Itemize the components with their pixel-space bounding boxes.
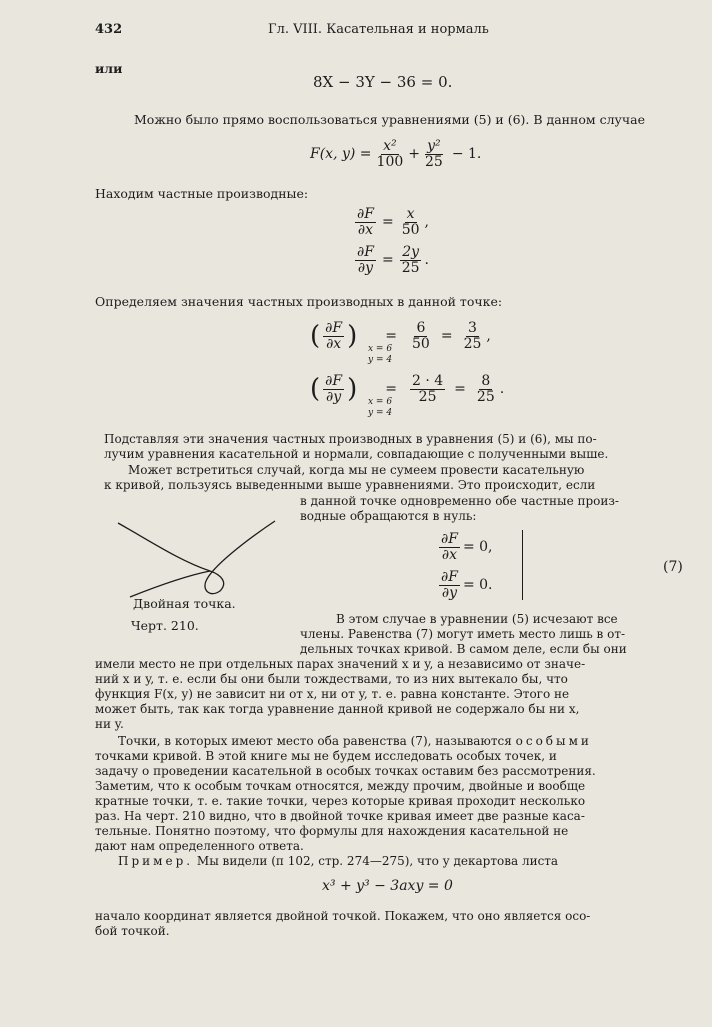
fraction-dF-dy [323,374,344,405]
paragraph-line: к кривой, пользуясь выведенными выше уравнениями. Это происходит, если [104,478,596,492]
paragraph-line: в данной точке одновременно обе частные произ- [300,494,619,508]
plus-sign: + [408,146,420,162]
fraction-dF-dy [439,570,460,601]
fraction-2y-25 [400,245,422,276]
page-number: 432 [95,22,123,37]
fraction-dF-dx [355,207,376,238]
partial-x: $\frac{\partial F}{\partial x}$ = $\frac{x}{50}$ , [357,205,429,238]
denominator: ∂x [326,335,342,352]
f-lhs: F(x, y) = [310,146,372,162]
paragraph-line: задачу о проведении касательной в особых точках оставим без рассмотрения. [95,764,596,778]
condition-y: y = 4 [368,408,393,418]
equation-result: 8X − 3Y − 36 = 0. [313,73,453,91]
example-label: Пример. [118,854,194,868]
denominator: 25 [418,388,437,405]
denominator: ∂y [441,584,458,601]
paragraph-line: члены. Равенства (7) могут иметь место лишь в от- [300,627,626,641]
partial-y: $\frac{\partial F}{\partial y}$ = $\frac{2y}{25}$ . [357,243,429,276]
paragraph-line: лучим уравнения касательной и нормали, совпадающие с полученными выше. [104,447,609,461]
paragraph-line: дают нам определенного ответа. [95,839,304,853]
condition-y: y = 4 [368,355,393,365]
paragraph-line: водные обращаются в нуль: [300,509,477,523]
denominator: ∂x [357,221,374,238]
figure-caption: Двойная точка. [133,596,236,611]
paragraph-line: функция F(x, y) не зависит ни от x, ни от y, т. е. равна константе. Этого не [95,687,570,701]
fraction-y2-25 [423,139,445,170]
punct: , [424,214,429,230]
paragraph-line: бой точкой. [95,924,170,938]
numerator: 3 [468,319,477,336]
numerator: 2 · 4 [412,372,444,389]
punct: . [424,252,429,268]
value-dF-dx: ( $\frac{\partial F}{\partial x}$ ) = $\frac{6}{50}$ = $\frac{3}{25}$ , x = 6 y = 4 [310,319,491,365]
system-brace [522,530,523,600]
numerator: ∂F [357,205,374,222]
paragraph-line: раз. На черт. 210 видно, что в двойной точке кривая имеет две разные каса- [95,809,585,823]
condition-x: x = 6 [368,344,393,354]
numerator: x² [383,137,397,154]
numerator: y² [427,137,441,154]
numerator: 2y [402,243,420,260]
paragraph-line: ний x и y, т. е. если бы они были тождествами, то из них вытекало бы, что [95,672,568,686]
paragraph-line: Заметим, что к особым точкам относятся, между прочим, двойные и вообще [95,779,586,793]
fraction-3-25 [462,321,484,352]
numerator: ∂F [441,530,458,547]
denominator: 25 [476,388,495,405]
paragraph-line: кратные точки, т. е. такие точки, через которые кривая проходит несколько [95,794,586,808]
numerator: ∂F [357,243,374,260]
equals-zero: = 0. [462,577,493,593]
paragraph-line: Подставляя эти значения частных производных в уравнения (5) и (6), мы по- [104,432,597,446]
paragraph-line: Может встретиться случай, когда мы не сумеем провести касательную [128,463,585,477]
fraction-8-25b [475,374,497,405]
paragraph-line: В этом случае в уравнении (5) исчезают все [336,612,618,626]
minus-one: − 1. [451,146,482,162]
equals-zero: = 0, [462,539,493,555]
system-eq2 [436,566,493,604]
fraction-dF-dx [439,532,460,563]
fraction-8-25a [410,374,445,405]
paragraph-line: имели место не при отдельных парах значений x и y, а независимо от значе- [95,657,586,671]
paragraph-line: ни y. [95,717,124,731]
system-eq1 [436,528,493,566]
numerator: 6 [416,319,426,336]
value-dF-dy: ( $\frac{\partial F}{\partial y}$ ) = $\frac{2 \cdot 4}{25}$ = $\frac{8}{25}$ . x = 6 y = 4 [310,372,505,418]
denominator: 50 [412,335,430,352]
emphasis-term: особыми [515,734,592,748]
equation-number: (7) [663,559,683,575]
running-title: Гл. VIII. Касательная и нормаль [268,22,489,37]
fraction-6-50 [410,321,432,352]
paragraph-line: Находим частные производные: [95,186,309,201]
denominator: ∂y [326,388,342,405]
figure-label: Черт. 210. [131,618,199,633]
denominator: ∂x [441,546,458,563]
denominator: 25 [425,153,443,170]
fraction-dF-dx [323,321,344,352]
numerator: ∂F [441,568,458,585]
denominator: 100 [376,153,404,170]
function-definition [310,134,481,174]
paragraph-line: тельные. Понятно поэтому, что формулы для нахождения касательной не [95,824,569,838]
paragraph-line: Можно было прямо воспользоваться уравнениями (5) и (6). В данном случае [134,112,645,127]
paragraph-line: Определяем значения частных производных в данной точке: [95,294,503,309]
word-ili: или [95,61,123,76]
numerator: ∂F [325,319,343,336]
punct: . [499,381,505,397]
denominator: 50 [401,221,420,238]
example-line [118,853,558,870]
folium-equation: x³ + y³ − 3axy = 0 [322,878,453,894]
paragraph-line: может быть, так как тогда уравнение данной кривой не содержало бы ни x, [95,702,580,716]
paragraph-line: точками кривой. В этой книге мы не будем исследовать особых точек, и [95,749,557,763]
punct: , [486,328,491,344]
paragraph-line: начало координат является двойной точкой. Покажем, что оно является осо- [95,909,591,923]
example-text: Мы видели (п 102, стр. 274—275), что у декартова листа [196,854,559,868]
numerator: 8 [481,372,491,389]
paragraph-line: дельных точках кривой. В самом деле, если бы они [300,642,627,656]
fraction-x2-100 [375,139,406,170]
line-text: Точки, в которых имеют место оба равенства (7), называются [118,734,512,748]
fraction-x-50 [400,207,422,238]
numerator: ∂F [325,372,343,389]
denominator: ∂y [357,259,374,276]
denominator: 25 [401,259,420,276]
numerator: x [406,205,415,222]
double-point-figure [110,505,280,605]
fraction-dF-dy [355,245,376,276]
denominator: 25 [463,335,482,352]
condition-x: x = 6 [368,397,393,407]
